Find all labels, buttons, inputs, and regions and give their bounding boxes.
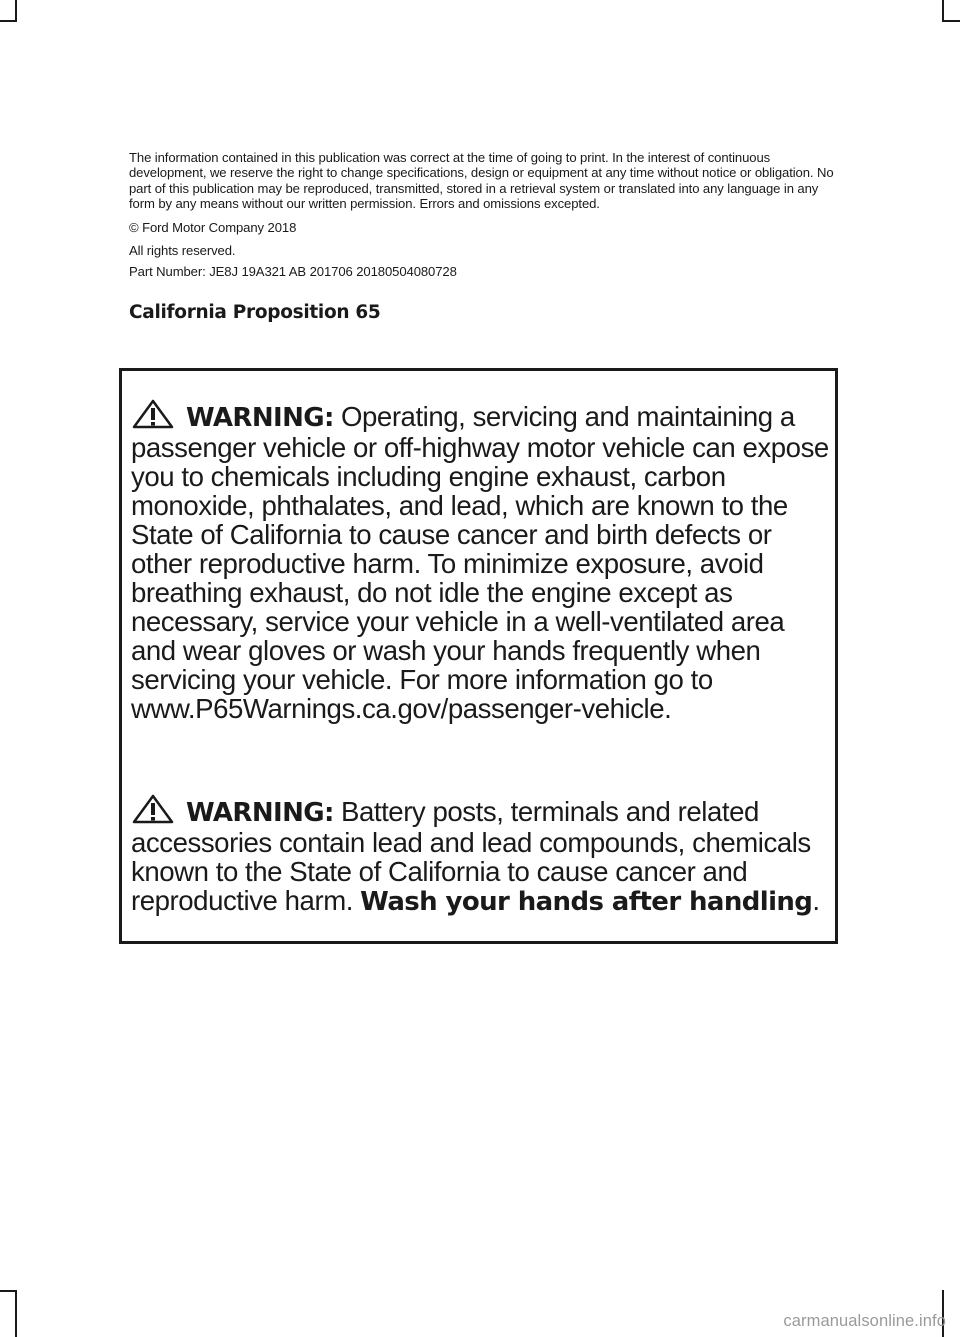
crop-mark-top-right-h [942,20,960,22]
section-title: California Proposition 65 [129,301,381,323]
crop-mark-bottom-left-v [15,1290,17,1337]
warning-box [119,368,838,944]
warning-text: Battery posts, terminals and related accessories contain lead and lead compounds, chemicals known to the State of California to cause cancer and reproductive harm. [131,796,811,916]
watermark: carmanualsonline.info [783,1312,946,1330]
warning-triangle-icon [131,398,179,430]
crop-mark-bottom-left-h [0,1290,17,1292]
crop-mark-top-left-h [0,20,17,22]
document-page [129,150,839,339]
warning-triangle-icon [131,793,179,825]
copyright-line: © Ford Motor Company 2018 [129,219,297,235]
warning-battery [131,793,833,917]
legal-notice: The information contained in this publication was correct at the time of going to print. In the interest of continuous development, we reserve the right to change specifications, design or equipment at any time without notice or obligation. No part of this publication may be reproduced, transmitted, stored in a retrieval system or translated into any language in any form by any means without our written permission. Errors and omissions excepted. [129,150,834,212]
warning-lead: WARNING: [186,403,334,433]
rights-line: All rights reserved. [129,243,236,259]
warning-tail: . [812,885,820,916]
part-number: Part Number: JE8J 19A321 AB 201706 20180504080728 [129,264,457,280]
crop-mark-top-right-v [942,0,944,20]
warning-prop65 [131,398,833,723]
warning-text: Operating, servicing and maintaining a passenger vehicle or off-highway motor vehicle can expose you to chemicals including engine exhaust, carbon monoxide, phthalates, and lead, which are known to the State of California to cause cancer and birth defects or other reproductive harm. To minimize exposure, avoid breathing exhaust, do not idle the engine except as necessary, service your vehicle in a well-ventilated area and wear gloves or wash your hands frequently when servicing your vehicle. For more information go to www.P65Warnings.ca.gov/passenger-vehicle. [131,401,829,724]
warning-emphasis: Wash your hands after handling [360,887,813,917]
crop-mark-top-left-v [15,0,17,20]
warning-lead: WARNING: [186,798,334,828]
